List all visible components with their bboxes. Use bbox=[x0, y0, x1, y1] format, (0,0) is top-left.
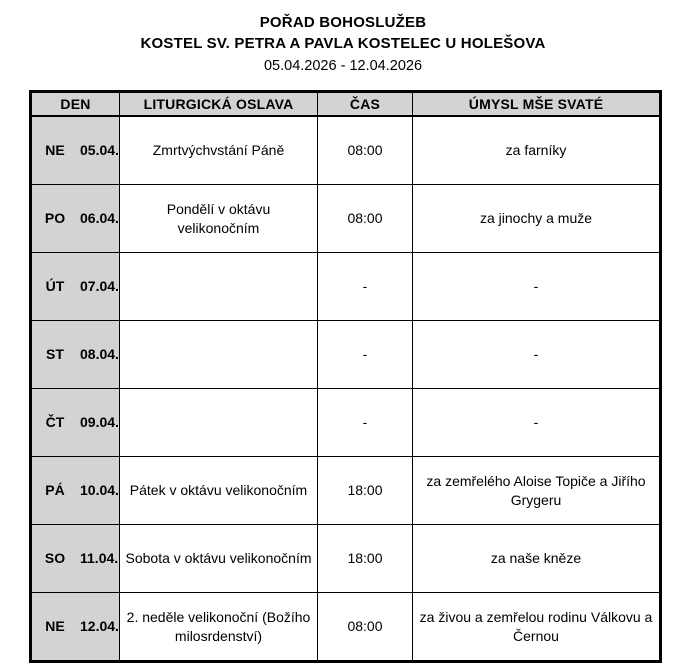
table-row bbox=[31, 253, 661, 321]
day-abbr: NE bbox=[45, 142, 65, 158]
day-cell bbox=[31, 457, 120, 525]
day-abbr: ÚT bbox=[45, 278, 65, 294]
celebration-cell bbox=[120, 321, 318, 389]
time-cell: 08:00 bbox=[318, 116, 413, 185]
day-wrap bbox=[36, 413, 119, 432]
day-wrap bbox=[36, 617, 119, 636]
time-cell: 18:00 bbox=[318, 457, 413, 525]
column-header-time: ČAS bbox=[318, 92, 413, 117]
column-header-intention: ÚMYSL MŠE SVATÉ bbox=[413, 92, 661, 117]
celebration-cell bbox=[120, 389, 318, 457]
day-abbr: PO bbox=[44, 210, 66, 226]
table-row bbox=[31, 116, 661, 185]
table-row bbox=[31, 593, 661, 662]
table-row bbox=[31, 185, 661, 253]
day-date: 09.04. bbox=[80, 414, 119, 430]
table-row bbox=[31, 525, 661, 593]
intention-cell: za živou a zemřelou rodinu Válkovu a Černou bbox=[413, 593, 661, 662]
day-date: 06.04. bbox=[80, 210, 119, 226]
intention-cell: - bbox=[413, 389, 661, 457]
time-cell: 18:00 bbox=[318, 525, 413, 593]
schedule-body bbox=[31, 116, 661, 662]
day-cell bbox=[31, 389, 120, 457]
day-wrap bbox=[36, 345, 119, 364]
day-wrap bbox=[36, 141, 119, 160]
intention-cell: za naše kněze bbox=[413, 525, 661, 593]
celebration-cell: Sobota v oktávu velikonočním bbox=[120, 525, 318, 593]
intention-cell: - bbox=[413, 321, 661, 389]
intention-cell: za jinochy a muže bbox=[413, 185, 661, 253]
time-cell: 08:00 bbox=[318, 185, 413, 253]
church-name: KOSTEL SV. PETRA A PAVLA KOSTELEC U HOLEŠOVA bbox=[140, 35, 546, 52]
document-header bbox=[0, 0, 686, 76]
day-cell bbox=[31, 185, 120, 253]
table-row bbox=[31, 457, 661, 525]
day-date: 12.04. bbox=[80, 618, 119, 634]
intention-cell: za zemřelého Aloise Topiče a Jiřího Grygeru bbox=[413, 457, 661, 525]
day-abbr: SO bbox=[44, 550, 66, 566]
day-date: 07.04. bbox=[80, 278, 119, 294]
day-abbr: ČT bbox=[45, 414, 65, 430]
day-cell bbox=[31, 593, 120, 662]
day-abbr: ST bbox=[46, 346, 64, 362]
day-wrap bbox=[36, 481, 119, 500]
intention-cell: - bbox=[413, 253, 661, 321]
column-header-celebration: LITURGICKÁ OSLAVA bbox=[120, 92, 318, 117]
schedule-table bbox=[29, 90, 662, 663]
day-wrap bbox=[36, 549, 119, 568]
date-range: 05.04.2026 - 12.04.2026 bbox=[263, 58, 423, 74]
day-abbr: PÁ bbox=[45, 482, 65, 498]
celebration-cell: Pátek v oktávu velikonočním bbox=[120, 457, 318, 525]
table-row bbox=[31, 389, 661, 457]
day-cell bbox=[31, 525, 120, 593]
day-date: 05.04. bbox=[80, 142, 119, 158]
page-title: POŘAD BOHOSLUŽEB bbox=[259, 14, 427, 31]
table-row bbox=[31, 321, 661, 389]
celebration-cell: 2. neděle velikonoční (Božího milosrdenství) bbox=[120, 593, 318, 662]
celebration-cell: Pondělí v oktávu velikonočním bbox=[120, 185, 318, 253]
day-cell bbox=[31, 253, 120, 321]
time-cell: - bbox=[318, 389, 413, 457]
time-cell: 08:00 bbox=[318, 593, 413, 662]
day-wrap bbox=[36, 209, 119, 228]
day-abbr: NE bbox=[45, 618, 65, 634]
column-header-day: DEN bbox=[31, 92, 120, 117]
celebration-cell bbox=[120, 253, 318, 321]
day-date: 11.04. bbox=[80, 550, 119, 566]
day-date: 08.04. bbox=[80, 346, 119, 362]
table-header-row bbox=[31, 92, 661, 117]
celebration-cell: Zmrtvýchvstání Páně bbox=[120, 116, 318, 185]
day-date: 10.04. bbox=[80, 482, 119, 498]
intention-cell: za farníky bbox=[413, 116, 661, 185]
day-cell bbox=[31, 321, 120, 389]
time-cell: - bbox=[318, 321, 413, 389]
day-cell bbox=[31, 116, 120, 185]
day-wrap bbox=[36, 277, 119, 296]
time-cell: - bbox=[318, 253, 413, 321]
